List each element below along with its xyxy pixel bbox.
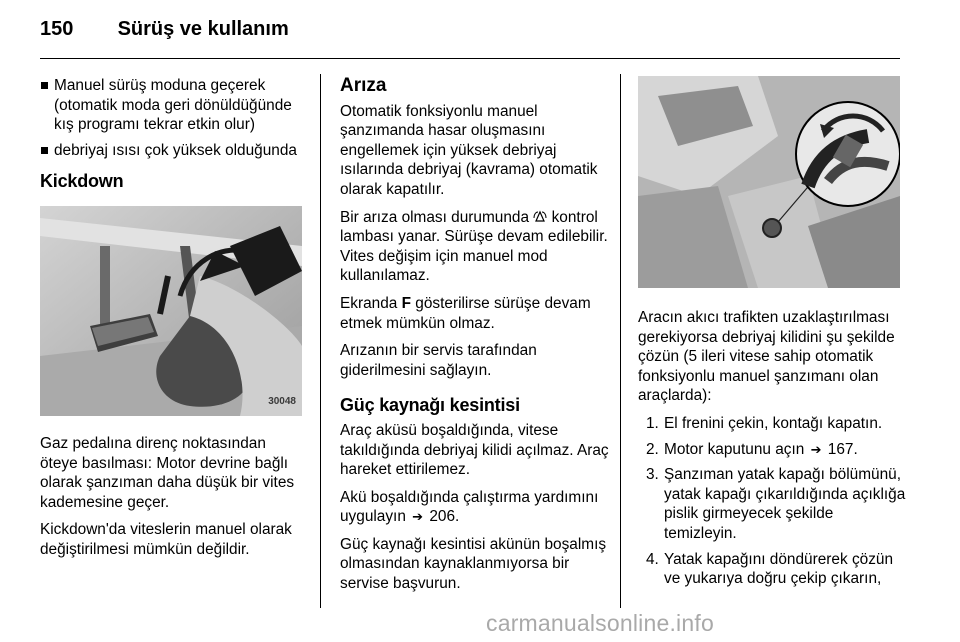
fault-paragraph-4: Arızanın bir servis tarafından giderilmesini sağlayın. bbox=[340, 342, 537, 379]
release-steps bbox=[638, 414, 906, 589]
page-reference-arrow-icon: ➔ bbox=[412, 509, 424, 525]
watermark: carmanualsonline.info bbox=[486, 610, 714, 636]
step-number: 4. bbox=[646, 550, 659, 568]
fault-paragraph-1: Otomatik fonksiyonlu manuel şanzımanda hasar oluşmasını engellemek için yüksek debriyaj ısılarında debriyaj (kavrama) otomatik olarak kapatılır. bbox=[340, 102, 598, 198]
fault-heading: Arıza bbox=[340, 75, 387, 96]
power-heading: Güç kaynağı kesintisi bbox=[340, 395, 520, 416]
step-number: 1. bbox=[646, 414, 659, 432]
list-item bbox=[638, 465, 906, 543]
fault-text-c: Ekranda bbox=[340, 294, 398, 312]
page-title: Sürüş ve kullanım bbox=[117, 18, 289, 40]
fault-paragraph-3 bbox=[340, 294, 610, 333]
kickdown-figure bbox=[40, 206, 302, 416]
step-text: Şanzıman yatak kapağı bölümünü, yatak kapağı çıkarıldığında açıklığa pislik girmeyecek şekilde temizleyin. bbox=[664, 466, 906, 542]
fault-text-a: Bir arıza olması durumunda bbox=[340, 208, 530, 226]
page-reference-arrow-icon: ➔ bbox=[810, 441, 822, 457]
list-item bbox=[638, 414, 906, 434]
page-reference[interactable]: 167. bbox=[827, 440, 858, 458]
release-intro: Aracın akıcı trafikten uzaklaştırılması gerekiyorsa debriyaj kilidini şu şekilde çözün (5 ileri vitese sahip otomatik fonksiyonlu manuel şanzımanı olan araçlarda): bbox=[638, 309, 895, 405]
power-paragraph-3: Güç kaynağı kesintisi akünün boşalmış olmasından kaynaklanmıyorsa bir servise başvurun. bbox=[340, 535, 607, 593]
kickdown-heading: Kickdown bbox=[40, 171, 124, 192]
pedal-illustration bbox=[40, 206, 302, 416]
kickdown-paragraph-1: Gaz pedalına direnç noktasından öteye basılması: Motor devrine bağlı olarak şanzıman daha düşük bir vites kademesine geçer. bbox=[40, 434, 295, 511]
power-text-a: Akü boşaldığında çalıştırma yardımını uygulayın bbox=[340, 488, 599, 526]
transmission-figure bbox=[638, 76, 900, 288]
bullet-item: debriyaj ısısı çok yüksek olduğunda bbox=[40, 141, 306, 161]
page-number: 150 bbox=[40, 18, 74, 40]
column-right bbox=[638, 76, 906, 595]
power-paragraph-2 bbox=[340, 488, 610, 527]
page-reference[interactable]: 206. bbox=[429, 508, 460, 526]
list-item bbox=[638, 440, 906, 460]
step-number: 3. bbox=[646, 466, 659, 484]
column-divider-1 bbox=[320, 74, 321, 608]
clutch-warning-icon bbox=[533, 210, 547, 224]
step-text: Yatak kapağını döndürerek çözün ve yukarıya doğru çekip çıkarın, bbox=[664, 550, 894, 588]
column-left bbox=[40, 76, 306, 568]
fault-text-d: gösterilirse sürüşe devam etmek mümkün olmaz. bbox=[340, 294, 591, 332]
list-item bbox=[638, 550, 906, 589]
kickdown-paragraph-2: Kickdown'da viteslerin manuel olarak değiştirilmesi mümkün değildir. bbox=[40, 521, 292, 558]
step-text: El frenini çekin, kontağı kapatın. bbox=[664, 414, 883, 432]
fault-paragraph-2 bbox=[340, 208, 610, 286]
column-middle bbox=[340, 76, 610, 602]
display-letter: F bbox=[401, 294, 412, 312]
bullet-item: Manuel sürüş moduna geçerek (otomatik moda geri dönüldüğünde kış programı tekrar etkin olur) bbox=[40, 76, 306, 135]
transmission-illustration bbox=[638, 76, 900, 288]
step-text: Motor kaputunu açın bbox=[664, 440, 805, 458]
figure-number: 30048 bbox=[268, 396, 296, 408]
step-number: 2. bbox=[646, 440, 659, 458]
fault-text-b: kontrol lambası yanar. Sürüşe devam edilebilir. Vites değişim için manuel mod kullanılamaz. bbox=[340, 208, 608, 285]
column-divider-2 bbox=[620, 74, 621, 608]
header-rule bbox=[40, 58, 900, 59]
page-header bbox=[40, 18, 289, 41]
power-paragraph-1: Araç aküsü boşaldığında, vitese takıldığında debriyaj kilidi açılmaz. Araç hareket ettirilemez. bbox=[340, 421, 609, 479]
